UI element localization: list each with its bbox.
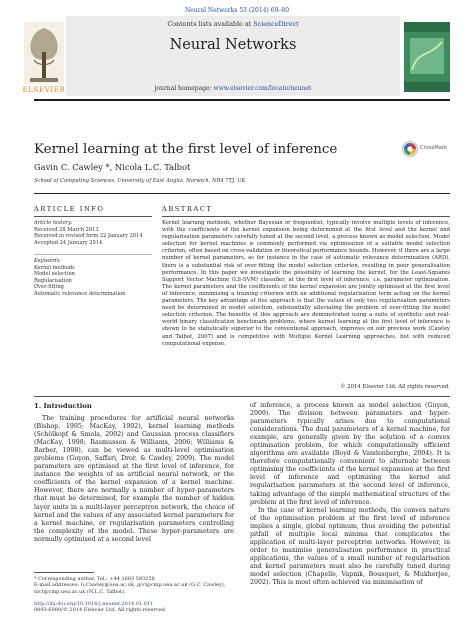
elsevier-tree-logo-icon [24, 22, 64, 92]
history-label: Article history: [34, 220, 73, 226]
crossmark-label: CrossMark [420, 145, 448, 151]
journal-homepage-line [66, 85, 400, 92]
footnote-email-addresses-cont: nlct@cmp.uea.ac.uk (N.L.C. Talbot). [34, 588, 126, 595]
journal-cover-thumbnail [404, 22, 450, 92]
keyword-item: Over-fitting [34, 284, 64, 290]
abstract-rule [162, 216, 450, 217]
introduction-right-column [250, 402, 450, 587]
contents-line [66, 20, 400, 28]
author-affiliation: School of Computing Sciences, University of East Anglia, Norwich, NR4 7TJ, UK [34, 178, 246, 184]
keyword-item: Regularisation [34, 277, 72, 284]
keywords-label: Keywords: [34, 258, 62, 264]
article-info-rule [34, 216, 152, 217]
footnote-corresponding-author: * Corresponding author. Tel.: +44 1603 593258. [34, 576, 157, 582]
keyword-item: Automatic relevance determination [34, 290, 126, 297]
sciencedirect-link[interactable]: ScienceDirect [253, 20, 299, 28]
keyword-item: Model selection [34, 271, 75, 277]
introduction-paragraph: In the case of kernel learning methods, the convex nature of the optimisation problem at the first level of inference implies a single, global optimum, thus avoiding the potential pitfall of multiple local minima that complicates the application of multi-layer perceptron networks. However, in order to maximise generalisation performance in practical applications, the values of a small number of regularisation and kernel parameters must also be carefully tuned during model selection (Chapelle, Vapnik, Bousquet, & Mukherjee, 2002). This is most often achieved via minimisation of [250, 506, 450, 587]
homepage-prefix: journal homepage: [154, 85, 214, 92]
article-info-divider [34, 254, 152, 255]
history-item: Received 28 March 2013 [34, 226, 99, 233]
history-item: Received in revised form 22 January 2014 [34, 233, 143, 239]
author-list: Gavin C. Cawley *, Nicola L.C. Talbot [34, 162, 191, 172]
publisher-name: ELSEVIER [22, 86, 66, 94]
title-block-rule [34, 193, 450, 194]
article-history [34, 220, 143, 246]
keyword-item: Kernel methods [34, 264, 75, 271]
journal-header-box [66, 16, 400, 96]
contents-prefix: Contents lists available at [167, 20, 254, 28]
footnote-email-addresses: E-mail addresses: G.Cawley@uea.ac.uk, gcc@cmp.uea.ac.uk (G.C. Cawley), [34, 582, 226, 589]
header-rule [34, 99, 450, 101]
abstract-copyright: © 2014 Elsevier Ltd. All rights reserved. [340, 384, 450, 390]
history-item: Accepted 24 January 2014 [34, 239, 103, 246]
journal-homepage-link[interactable]: www.elsevier.com/locate/neunet [213, 85, 312, 92]
abstract-end-rule [34, 396, 450, 397]
introduction-paragraph: of inference, a process known as model selection (Guyon, 2009). The division between parameters and hyper-parameters typically arises due to computational considerations. The dual parameters of a kernel machine, for example, are generally given by the solution of a convex optimisation problem, for which computationally efficient algorithms are available (Boyd & Vandenberghe, 2004). It is therefore computationally convenient to alternate between optimising the coefficients of the kernel expansion at the first level of inference and optimising the kernel and regularisation parameters at the second level of inference, taking advantage of the simple mathematical structure of the problem at the first level of inference. [250, 402, 450, 506]
issn-copyright: 0893-6080/© 2014 Elsevier Ltd. All rights reserved. [34, 607, 167, 614]
crossmark-icon [402, 141, 418, 157]
doi-block [34, 601, 166, 614]
footnote-rule [34, 572, 94, 573]
abstract-heading: ABSTRACT [162, 205, 213, 213]
abstract-text: Kernel learning methods, whether Bayesian or frequentist, typically involve multiple levels of inference, with the coefficients of the kernel expansion being determined at the first level and the kernel and regularisation parameters carefully tuned at the second level, a process known as model selection. Model selection for kernel machines is commonly performed via optimisation of a suitable model selection criterion, often based on cross-validation or theoretical performance bounds. However, if there are a large number of kernel parameters, as for instance in the case of automatic relevance determination (ARD), there is a substantial risk of over-fitting the model selection criterion, resulting in poor generalisation performance. In this paper we investigate the possibility of learning the kernel, for the Least-Squares Support Vector Machine (LS-SVM) classifier, at the first level of inference, i.e. parameter optimisation. The kernel parameters and the coefficients of the kernel expansion are jointly optimised at the first level of inference, minimising a training criterion with an additional regularisation term acting on the kernel parameters. The key advantage of this approach is that the values of only two regularisation parameters need be determined in model selection, substantially alleviating the problem of over-fitting the model selection criterion. The benefits of this approach are demonstrated using a suite of synthetic and real-world binary classification benchmark problems, where kernel learning at the first level of inference is shown to be statistically superior to the conventional approach, improves on our previous work (Cawley and Talbot, 2007) and is competitive with Multiple Kernel Learning approaches, but with reduced computational expense. [162, 220, 450, 347]
keywords-list [34, 258, 125, 297]
introduction-heading: 1. Introduction [34, 402, 92, 410]
doi-link[interactable]: http://dx.doi.org/10.1016/j.neunet.2014.01.011 [34, 601, 154, 607]
crossmark-badge[interactable] [402, 138, 458, 160]
paper-title: Kernel learning at the first level of inference [34, 142, 338, 157]
footnote [34, 576, 225, 595]
journal-title: Neural Networks [169, 37, 297, 53]
introduction-left-column: The training procedures for artificial neural networks (Bishop, 1995; MacKay, 1992), kernel learning methods (Schölkopf & Smola, 2002) and Gaussian process classifiers (MacKay, 1998; Rasmussen & Williams, 2006; Williams & Barber, 1998), can be viewed as multi-level optimisation problems (Guyon, Saffari, Dror, & Cawley, 2009). The model parameters are optimised at the first level of inference, for instance the weights of an artificial neural network, or the coefficients of the kernel expansion of a kernel machine. However, there are normally a number of hyper-parameters that must be determined, for example the number of hidden layer units in a multi-layer perceptron network, the choice of kernel and the values of any associated kernel parameters for a kernel machine, or regularisation parameters controlling the complexity of the model. These hyper-parameters are normally optimised at a second level [34, 415, 234, 543]
journal-reference[interactable]: Neural Networks 53 (2014) 69–80 [184, 7, 290, 14]
article-info-heading: ARTICLE INFO [34, 205, 105, 213]
